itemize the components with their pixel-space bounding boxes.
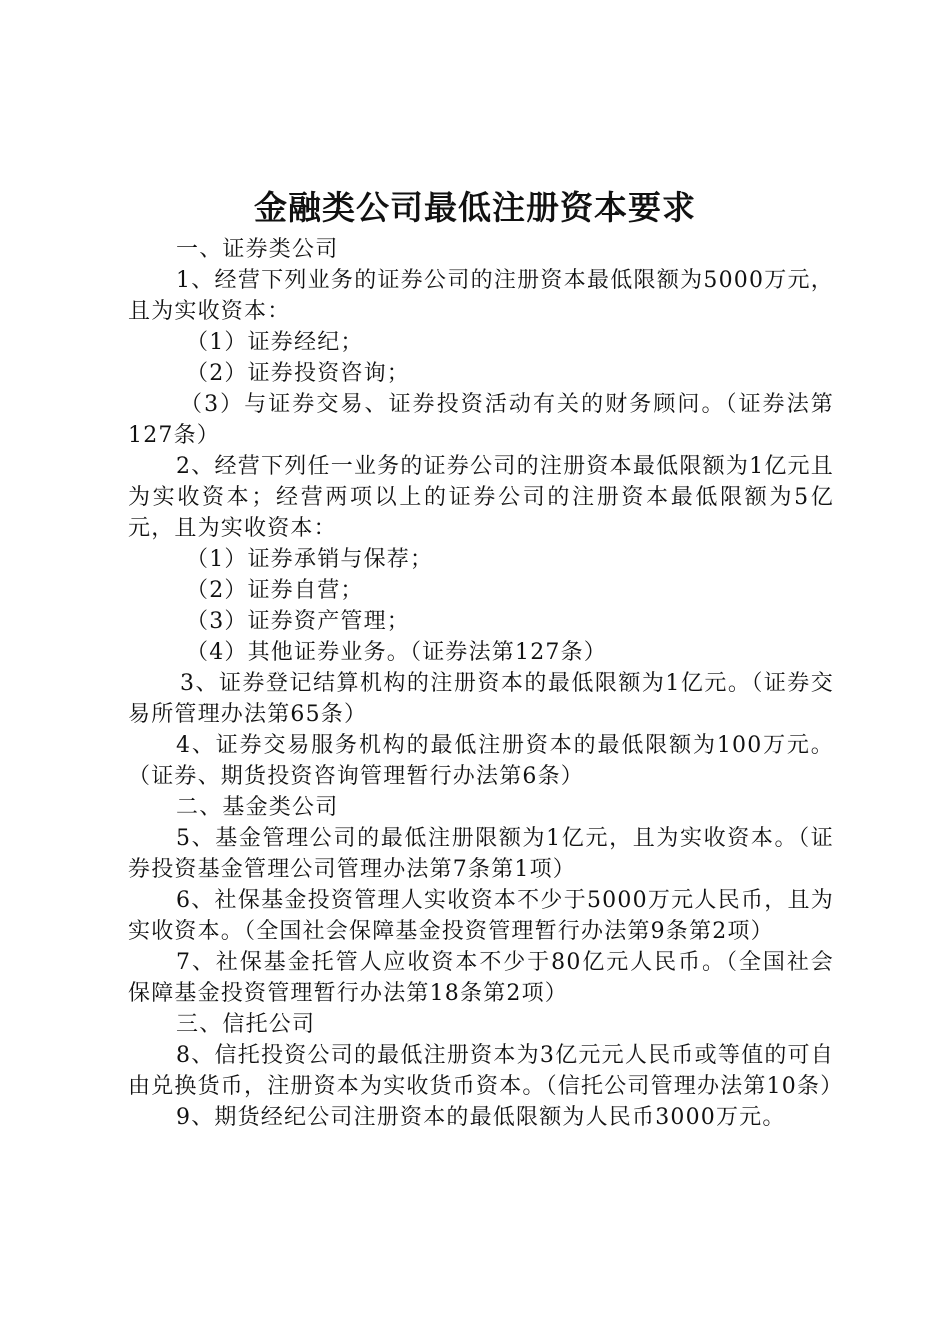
paragraph-1: 1、经营下列业务的证券公司的注册资本最低限额为5000万元，且为实收资本： <box>128 268 834 324</box>
paragraph-4: 4、证券交易服务机构的最低注册资本的最低限额为100万元。（证券、期货投资咨询管理暂行办法第6条） <box>128 733 834 789</box>
list-item: （4）其他证券业务。（证券法第127条） <box>186 640 607 665</box>
section-heading-securities: 一、证券类公司 <box>176 237 339 262</box>
list-item: （1）证券承销与保荐； <box>186 547 434 572</box>
section-heading-funds: 二、基金类公司 <box>176 795 339 820</box>
paragraph-5: 5、基金管理公司的最低注册限额为1亿元，且为实收资本。（证券投资基金管理公司管理办法第7条第1项） <box>128 826 834 882</box>
list-item: （1）证券经纪； <box>186 330 364 355</box>
list-item: （3）证券资产管理； <box>186 609 410 634</box>
document-title: 金融类公司最低注册资本要求 <box>254 188 696 227</box>
list-item: （2）证券自营； <box>186 578 364 603</box>
paragraph-8: 8、信托投资公司的最低注册资本为3亿元元人民币或等值的可自由兑换货币，注册资本为实收货币资本。（信托公司管理办法第10条） <box>128 1043 844 1099</box>
paragraph-6: 6、社保基金投资管理人实收资本不少于5000万元人民币，且为实收资本。（全国社会保障基金投资管理暂行办法第9条第2项） <box>128 888 834 944</box>
section-heading-trusts: 三、信托公司 <box>176 1012 316 1037</box>
document-body <box>128 234 844 1133</box>
paragraph-3: 3、证券登记结算机构的注册资本的最低限额为1亿元。（证券交易所管理办法第65条） <box>128 671 834 727</box>
paragraph-7: 7、社保基金托管人应收资本不少于80亿元人民币。（全国社会保障基金投资管理暂行办法第18条第2项） <box>128 950 834 1006</box>
paragraph-9: 9、期货经纪公司注册资本的最低限额为人民币3000万元。 <box>176 1105 786 1130</box>
list-item: （2）证券投资咨询； <box>186 361 410 386</box>
list-item: （3）与证券交易、证券投资活动有关的财务顾问。（证券法第127条） <box>128 392 834 448</box>
paragraph-2: 2、经营下列任一业务的证券公司的注册资本最低限额为1亿元且为实收资本；经营两项以上的证券公司的注册资本最低限额为5亿元，且为实收资本： <box>128 454 834 541</box>
